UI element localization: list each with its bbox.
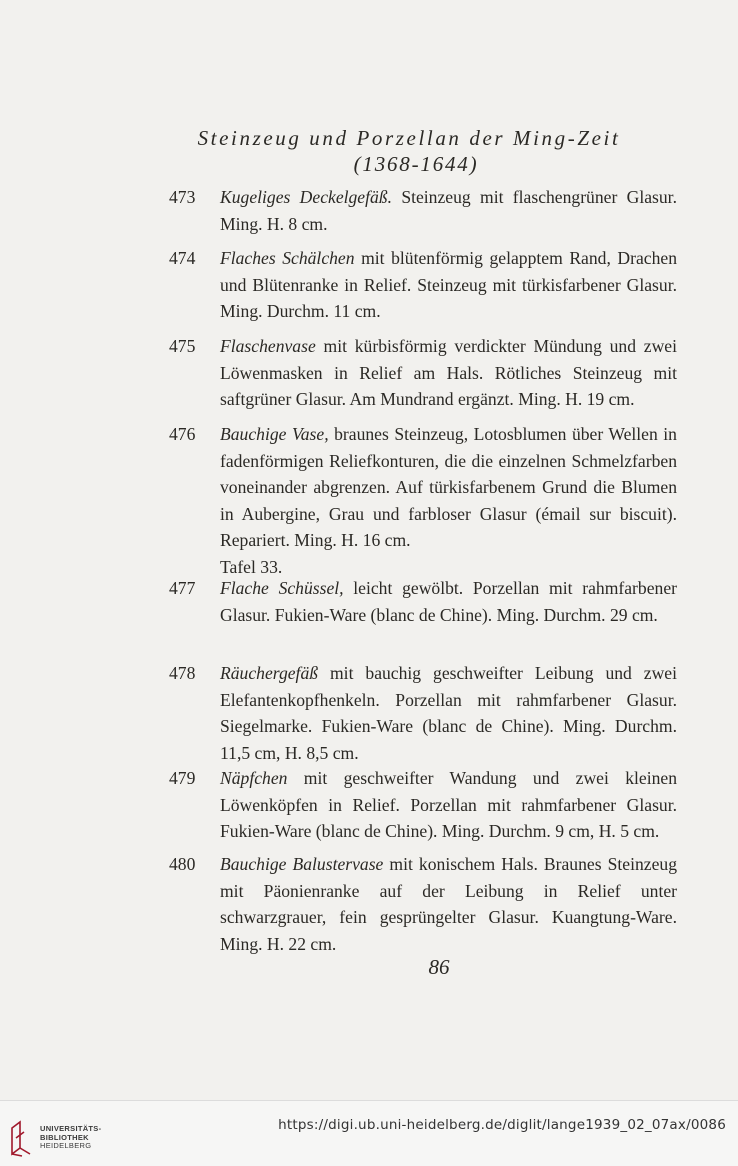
catalog-entry-475 (169, 333, 677, 413)
entry-description: braunes Steinzeug, Lotosblumen über Wellen in fadenförmigen Reliefkonturen, die die einzelnen Schmelzfarben voneinander abgrenzen. Auf türkisfarbenem Grund die Blumen in Aubergine, Grau und farbloser Glasur (émail sur biscuit). Repariert. Ming. H. 16 cm. (220, 424, 677, 550)
page-number: 86 (428, 955, 450, 979)
entry-number: 475 (169, 336, 196, 356)
entry-description: mit bauchig geschweifter Leibung und zwei Elefantenkopfhenkeln. Porzellan mit rahmfarbener Glasur. Siegelmarke. Fukien-Ware (blanc de Chine). Ming. Durchm. 11,5 cm, H. 8,5 cm. (220, 663, 677, 763)
section-heading (0, 125, 738, 177)
entry-title: Bauchige Vase, (220, 424, 329, 444)
entry-description: Steinzeug mit flaschengrüner Glasur. Ming. H. 8 cm. (220, 187, 677, 234)
catalog-entry-477 (169, 575, 677, 628)
entry-number: 477 (169, 578, 196, 598)
entry-title: Flache Schüssel, (220, 578, 344, 598)
entry-text (169, 421, 677, 554)
entry-text (169, 245, 677, 325)
library-name[interactable] (40, 1125, 101, 1151)
entry-number: 480 (169, 854, 196, 874)
entry-text (169, 660, 677, 766)
catalog-entry-474 (169, 245, 677, 325)
entry-number: 474 (169, 248, 196, 268)
entry-text (169, 333, 677, 413)
entry-number: 478 (169, 663, 196, 683)
entry-title: Kugeliges Deckelgefäß. (220, 187, 392, 207)
library-name-line-3: HEIDELBERG (40, 1141, 92, 1150)
entry-number: 479 (169, 768, 196, 788)
plate-reference: Tafel 33. (220, 556, 283, 577)
catalog-entry-478 (169, 660, 677, 766)
entry-title: Näpfchen (220, 768, 288, 788)
library-name-line-2: BIBLIOTHEK (40, 1132, 89, 1142)
entry-text (169, 851, 677, 957)
entry-text (169, 184, 677, 237)
entry-number: 473 (169, 187, 196, 207)
entry-description: mit geschweifter Wandung und zwei kleinen Löwenköpfen in Relief. Porzellan mit rahmfarbener Glasur. Fukien-Ware (blanc de Chine). Ming. Durchm. 9 cm, H. 5 cm. (220, 768, 677, 841)
entry-text (169, 765, 677, 845)
library-name-line-1: UNIVERSITÄTS- (40, 1124, 102, 1133)
entry-description: mit blütenförmig gelapptem Rand, Drachen und Blütenranke in Relief. Steinzeug mit türkisfarbener Glasur. Ming. Durchm. 11 cm. (220, 248, 677, 321)
catalog-entry-480 (169, 851, 677, 957)
entry-description: mit konischem Hals. Braunes Steinzeug mit Päonienranke auf der Leibung in Relief unter schwarzgrauer, fein gesprüngelter Glasur. Kuangtung-Ware. Ming. H. 22 cm. (220, 854, 677, 954)
viewer-footer (0, 1100, 738, 1166)
entry-number: 476 (169, 424, 196, 444)
heading-line-1: Steinzeug und Porzellan der Ming-Zeit (197, 126, 621, 150)
catalog-entry-473 (169, 184, 677, 237)
source-url-link[interactable]: https://digi.ub.uni-heidelberg.de/diglit/lange1939_02_07ax/0086 (278, 1117, 726, 1133)
catalog-entry-476 (169, 421, 677, 580)
catalog-entry-479 (169, 765, 677, 845)
university-library-logo-icon[interactable] (8, 1118, 38, 1158)
entry-title: Flaches Schälchen (220, 248, 355, 268)
entry-description: mit kürbisförmig verdickter Mündung und zwei Löwenmasken in Relief am Hals. Rötliches Steinzeug mit saftgrüner Glasur. Am Mundrand ergänzt. Ming. H. 19 cm. (220, 336, 677, 409)
entry-title: Flaschenvase (220, 336, 316, 356)
heading-line-2: (1368-1644) (353, 152, 479, 176)
entry-title: Räuchergefäß (220, 663, 319, 683)
entry-title: Bauchige Balustervase (220, 854, 384, 874)
entry-description: leicht gewölbt. Porzellan mit rahmfarbener Glasur. Fukien-Ware (blanc de Chine). Ming. Durchm. 29 cm. (220, 578, 677, 625)
entry-text (169, 575, 677, 628)
